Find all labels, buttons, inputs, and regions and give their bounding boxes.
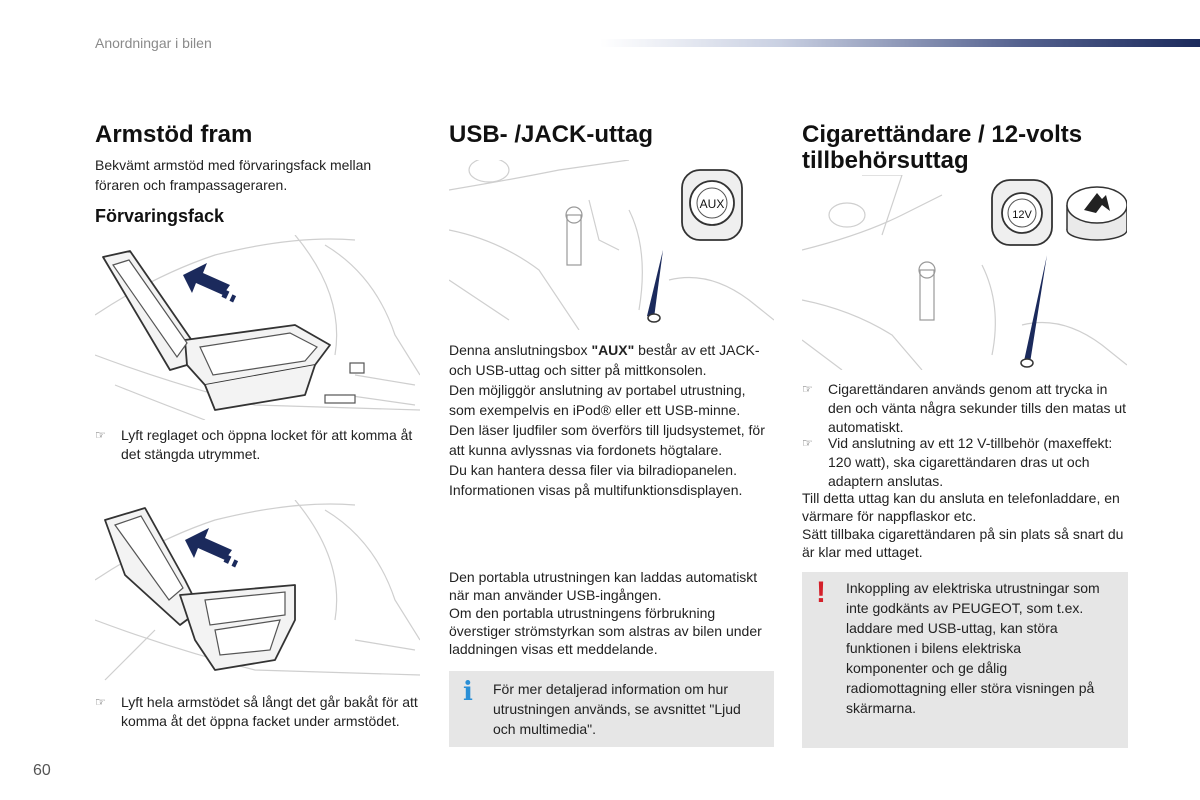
cigarette-lighter-illustration bbox=[802, 175, 1127, 370]
aux-paragraph-2: Den möjliggör anslutning av portabel utrustning, som exempelvis en iPod® eller ett USB-minne. bbox=[449, 382, 746, 418]
aux-paragraph-1 bbox=[449, 340, 774, 380]
armrest-title: Armstöd fram bbox=[95, 121, 253, 148]
aux-paragraph-4: Du kan hantera dessa filer via bilradiopanelen. bbox=[449, 462, 737, 478]
lighter-bullet-1-text: Cigarettändaren används genom att trycka in den och vänta några sekunder tills den matas ut automatiskt. bbox=[828, 381, 1127, 435]
header-gradient-bar bbox=[600, 39, 1200, 47]
lighter-bullet-2 bbox=[802, 434, 1128, 491]
page-number: 60 bbox=[33, 762, 51, 779]
cigarette-lighter-title: Cigarettändare / 12-volts tillbehörsuttag bbox=[802, 121, 1083, 174]
lighter-paragraph-2: Sätt tillbaka cigarettändaren på sin plats så snart du är klar med uttaget. bbox=[802, 526, 1124, 560]
aux-p1-text-b: består av ett JACK- och USB-uttag och sitter på mittkonsolen. bbox=[449, 342, 760, 378]
armrest-bullet-1 bbox=[95, 426, 421, 464]
info-text: För mer detaljerad information om hur utrustningen används, se avsnittet "Ljud och multimedia". bbox=[493, 681, 741, 737]
warning-text: Inkoppling av elektriska utrustningar som inte godkänts av PEUGEOT, som t.ex. laddare med USB-uttag, kan störa funktionen i bilens elektriska komponenter och ge dålig radiomottagning eller störa visningen på skärmarna. bbox=[846, 580, 1100, 716]
warning-box bbox=[802, 572, 1128, 748]
lighter-bullet-1 bbox=[802, 380, 1128, 437]
bullet-hand-icon: ☞ bbox=[802, 382, 813, 396]
aux-p1-bold: "AUX" bbox=[591, 342, 635, 358]
storage-subtitle: Förvaringsfack bbox=[95, 206, 225, 226]
aux-p1-text-a: Denna anslutningsbox bbox=[449, 342, 592, 358]
usb-jack-title: USB- /JACK-uttag bbox=[449, 121, 653, 148]
bullet-hand-icon: ☞ bbox=[95, 428, 106, 442]
aux-socket-illustration bbox=[449, 160, 774, 330]
lighter-description bbox=[802, 489, 1127, 561]
lighter-paragraph-1: Till detta uttag kan du ansluta en telefonladdare, en värmare för nappflaskor etc. bbox=[802, 490, 1120, 524]
aux-description bbox=[449, 340, 774, 500]
warning-icon: ! bbox=[816, 576, 826, 609]
armrest-bullet-2-text: Lyft hela armstödet så långt det går bakåt för att komma åt det öppna facket under armstödet. bbox=[121, 694, 418, 729]
aux-label: AUX bbox=[699, 197, 725, 211]
bullet-hand-icon: ☞ bbox=[802, 436, 813, 450]
info-box bbox=[449, 671, 774, 747]
armrest-bullet-2 bbox=[95, 693, 421, 731]
armrest-intro: Bekvämt armstöd med förvaringsfack mellan föraren och frampassageraren. bbox=[95, 157, 372, 193]
aux-paragraph-7: Om den portabla utrustningens förbrukning överstiger strömstyrkan som alstras av bilen under laddningen visas ett meddelande. bbox=[449, 605, 762, 657]
bullet-hand-icon: ☞ bbox=[95, 695, 106, 709]
aux-paragraph-3: Den läser ljudfiler som överförs till ljudsystemet, för att kunna avlyssnas via fordonets högtalare. bbox=[449, 422, 765, 458]
info-icon: i bbox=[463, 677, 473, 707]
socket-12v-label: 12V bbox=[1012, 209, 1032, 221]
aux-paragraph-5: Informationen visas på multifunktionsdisplayen. bbox=[449, 482, 743, 498]
lighter-bullet-2-text: Vid anslutning av ett 12 V-tillbehör (maxeffekt: 120 watt), ska cigarettändaren dras ut och adaptern anslutas. bbox=[828, 435, 1113, 489]
armrest-illustration-raised bbox=[95, 500, 420, 685]
section-title: Anordningar i bilen bbox=[95, 35, 212, 51]
aux-charging-text bbox=[449, 568, 774, 658]
aux-paragraph-6: Den portabla utrustningen kan laddas automatiskt när man använder USB-ingången. bbox=[449, 569, 758, 603]
armrest-illustration-open-lid bbox=[95, 235, 420, 420]
armrest-bullet-1-text: Lyft reglaget och öppna locket för att komma åt det stängda utrymmet. bbox=[121, 427, 413, 462]
